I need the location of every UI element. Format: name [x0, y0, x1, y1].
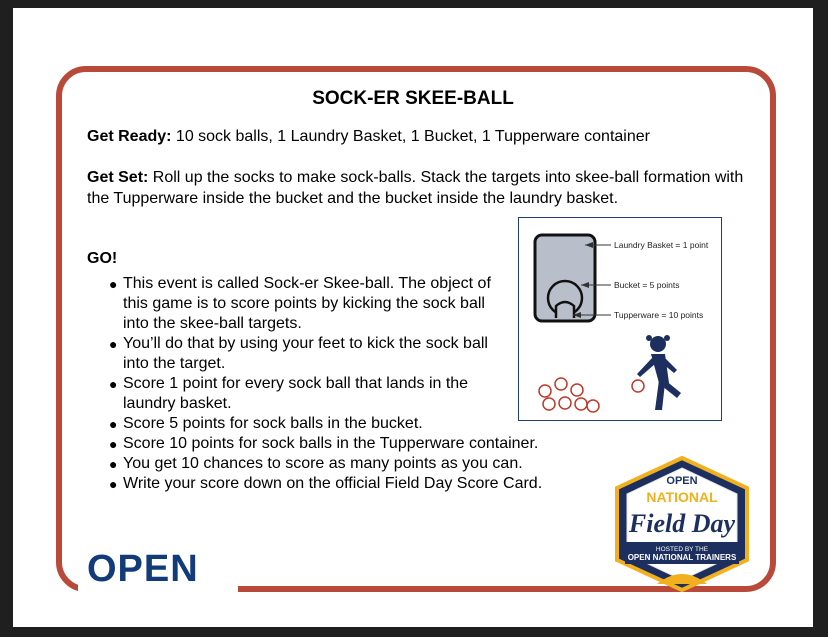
list-item: ● This event is called Sock-er Skee-ball. The object of this game is to score points by kicking the sock ball into the skee-ball targets.: [109, 275, 491, 332]
diagram-label-tupperware: Tupperware = 10 points: [614, 310, 704, 320]
get-ready-paragraph: [87, 126, 767, 147]
diagram-label-basket: Laundry Basket = 1 point: [614, 240, 709, 250]
get-set-label: Get Set:: [87, 169, 149, 186]
bullet-icon: ●: [109, 436, 118, 452]
bullet-icon: ●: [109, 476, 118, 492]
list-item: ● You’ll do that by using your feet to kick the sock ball into the target.: [109, 335, 488, 372]
badge-line4: OPEN NATIONAL TRAINERS: [627, 553, 737, 562]
bullet-icon: ●: [109, 336, 118, 352]
list-item: ● Score 1 point for every sock ball that lands in the laundry basket.: [109, 375, 469, 412]
page-title: SOCK-ER SKEE-BALL: [312, 88, 514, 109]
badge-line3: HOSTED BY THE: [655, 546, 709, 553]
tupperware-shape: [556, 302, 574, 318]
document-page: [13, 8, 813, 627]
list-item: ● You get 10 chances to score as many points as you can.: [109, 455, 523, 472]
list-item: ● Score 10 points for sock balls in the Tupperware container.: [109, 435, 539, 452]
sock-balls-icon: [539, 378, 644, 412]
go-heading: GO!: [87, 250, 118, 267]
skee-ball-diagram: [518, 217, 722, 421]
get-ready-label: Get Ready:: [87, 128, 172, 145]
bullet-icon: ●: [109, 416, 118, 432]
list-item: ● Score 5 points for sock balls in the bucket.: [109, 415, 423, 432]
bullet-icon: ●: [109, 376, 118, 392]
field-day-badge: [607, 454, 757, 594]
get-ready-text: 10 sock balls, 1 Laundry Basket, 1 Bucket, 1 Tupperware container: [171, 128, 650, 145]
get-set-paragraph: [87, 167, 747, 209]
badge-line2: Field Day: [628, 509, 736, 538]
badge-line1: NATIONAL: [646, 489, 718, 505]
bullet-icon: ●: [109, 276, 118, 292]
kid-kicking-icon: [637, 335, 681, 410]
list-item: ● Write your score down on the official Field Day Score Card.: [109, 475, 543, 492]
badge-top: OPEN: [666, 475, 698, 487]
diagram-label-bucket: Bucket = 5 points: [614, 280, 680, 290]
get-set-text: Roll up the socks to make sock-balls. Stack the targets into skee-ball formation with the Tupperware inside the bucket and the bucket inside the laundry basket.: [87, 169, 744, 207]
bullet-icon: ●: [109, 456, 118, 472]
open-logo: OPEN: [87, 548, 199, 590]
